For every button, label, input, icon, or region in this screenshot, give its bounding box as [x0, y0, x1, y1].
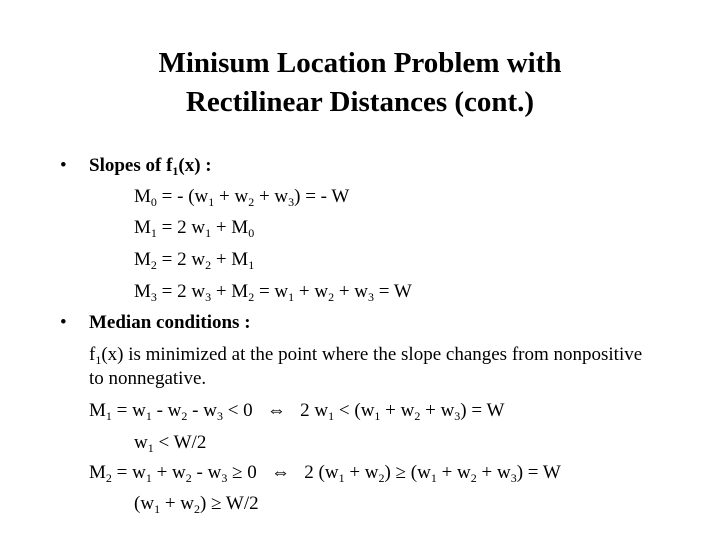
slope-m2: $M_2 = 2$ $w_2 + M_1$ [134, 249, 255, 272]
title-line-2: Rectilinear Distances (cont.) [185, 86, 535, 118]
median-condition-2-result: $(w_1 + w_2) \ge W/2$ [134, 493, 259, 516]
title-line-1: Minisum Location Problem with [158, 47, 562, 79]
slide-title [0, 44, 720, 122]
median-condition-1: $M_1 = w_1 - w_2 - w_3 < 0$ ⇔ 2 $w_1 < (w_1 + w_2 + w_3) = W$ [89, 400, 505, 423]
median-heading: Median conditions : [89, 312, 251, 333]
median-condition-2: $M_2 = w_1 + w_2 - w_3 \ge 0$ ⇔ 2 $(w_1 + w_2) \ge (w_1 + w_2 + w_3) = W$ [89, 462, 561, 485]
median-desc-line-2: to nonnegative. [89, 368, 207, 389]
median-desc-line-1: $f_1(x)$ is minimized at the point where the slope changes from nonpositive [89, 344, 643, 367]
slope-m0: $M_0$ = - $(w_1 + w_2 + w_3)$ = - W [134, 186, 350, 209]
slope-m1: $M_1 = 2$ $w_1 + M_0$ [134, 217, 255, 240]
slope-m3: $M_3 = 2$ $w_3 + M_2 = w_1 + w_2 + w_3 = W$ [134, 281, 412, 304]
slopes-heading: Slopes of $f_1(x)$ : [89, 155, 212, 178]
bullet-1: • [60, 155, 67, 176]
median-condition-1-result: $w_1 < W/2$ [134, 432, 207, 455]
bullet-2: • [60, 312, 67, 333]
